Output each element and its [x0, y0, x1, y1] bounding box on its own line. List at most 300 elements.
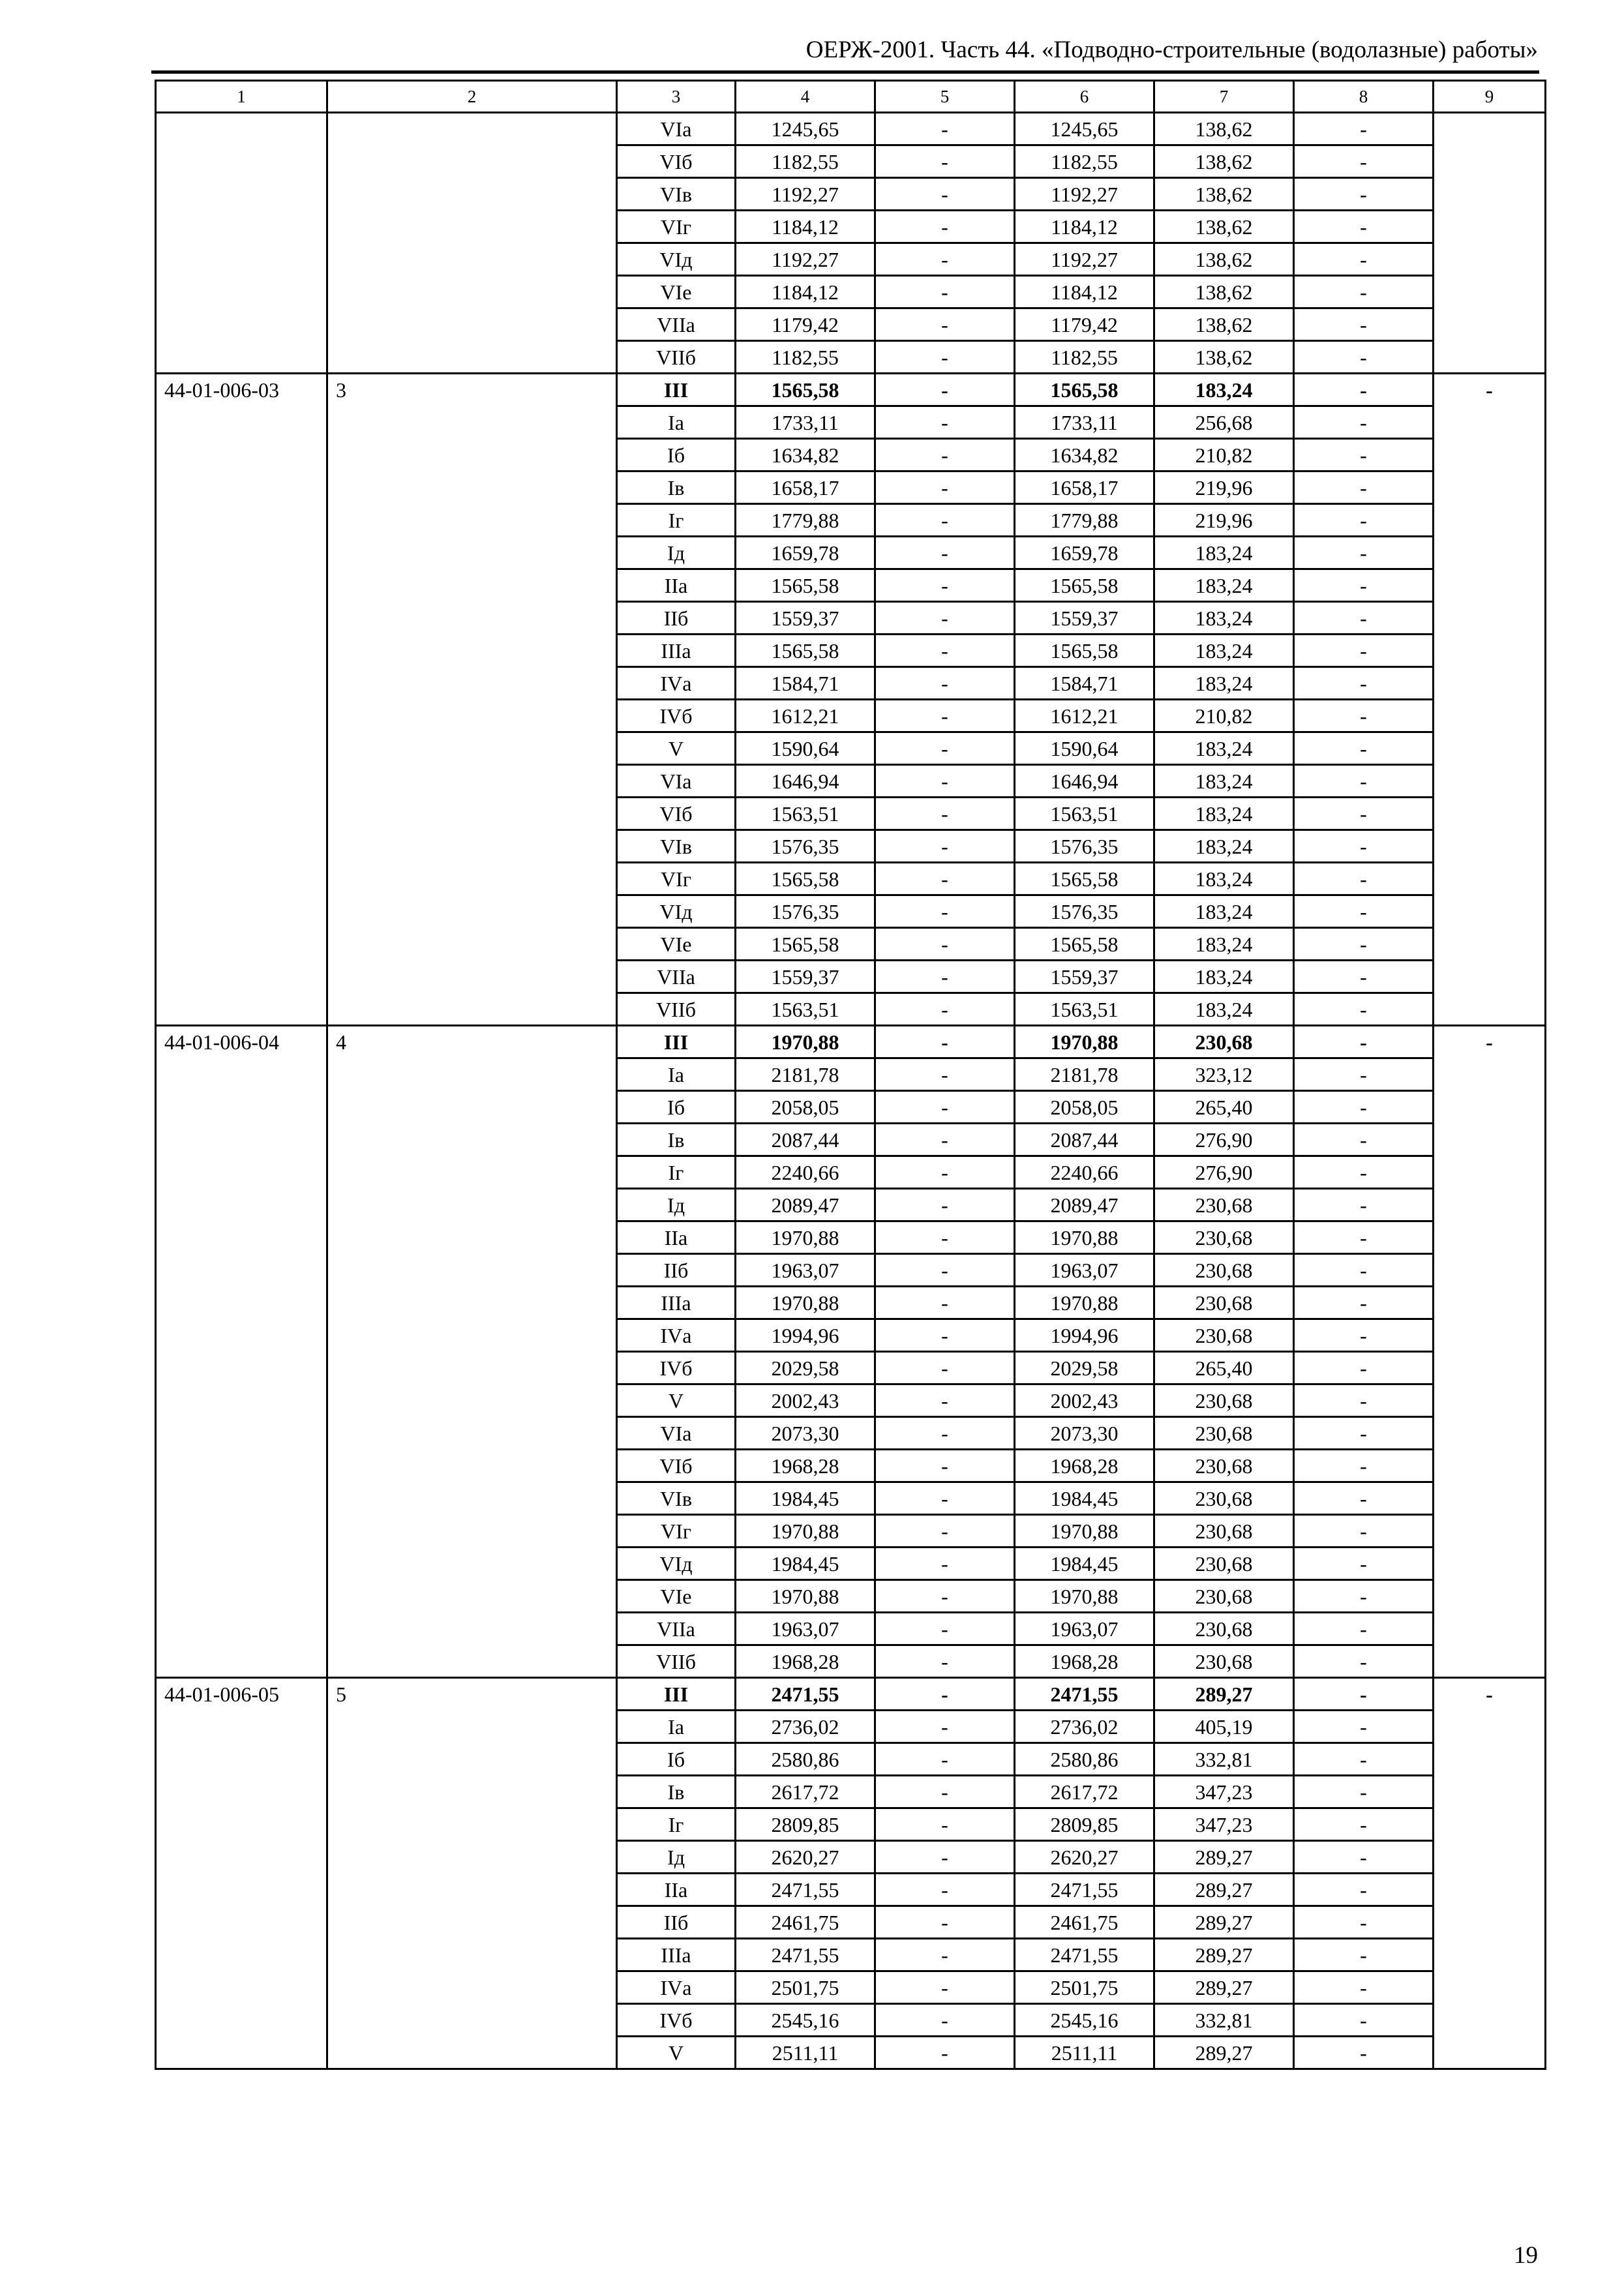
region-code-cell: III — [617, 374, 736, 406]
region-code-cell: Iа — [617, 406, 736, 439]
base-cost-cell: 2545,16 — [736, 2004, 875, 2037]
wages-cell: - — [875, 863, 1015, 895]
operator-wages-cell: 289,27 — [1154, 1906, 1294, 1939]
materials-cell: - — [1294, 1058, 1434, 1091]
wages-cell: - — [875, 1384, 1015, 1417]
machines-cell: 2471,55 — [1015, 1678, 1154, 1711]
wages-cell: - — [875, 602, 1015, 635]
rate-name-cell: 5 — [327, 1678, 617, 2069]
operator-wages-cell: 230,68 — [1154, 1613, 1294, 1645]
materials-cell: - — [1294, 504, 1434, 537]
operator-wages-cell: 276,90 — [1154, 1124, 1294, 1156]
materials-cell: - — [1294, 1417, 1434, 1450]
column-header: 4 — [736, 81, 875, 113]
region-code-cell: Iб — [617, 1091, 736, 1124]
materials-cell: - — [1294, 1874, 1434, 1906]
base-cost-cell: 1984,45 — [736, 1482, 875, 1515]
column-header: 7 — [1154, 81, 1294, 113]
region-code-cell: VIIб — [617, 1645, 736, 1678]
machines-cell: 2511,11 — [1015, 2037, 1154, 2069]
operator-wages-cell: 138,62 — [1154, 178, 1294, 211]
materials-cell: - — [1294, 863, 1434, 895]
operator-wages-cell: 183,24 — [1154, 569, 1294, 602]
base-cost-cell: 2471,55 — [736, 1939, 875, 1971]
materials-cell: - — [1294, 1450, 1434, 1482]
materials-cell: - — [1294, 1026, 1434, 1058]
machines-cell: 2240,66 — [1015, 1156, 1154, 1189]
wages-cell: - — [875, 961, 1015, 993]
materials-cell: - — [1294, 439, 1434, 471]
materials-cell: - — [1294, 1678, 1434, 1711]
equipment-cell — [1434, 113, 1546, 374]
column-header-row — [156, 81, 1546, 113]
materials-cell: - — [1294, 602, 1434, 635]
rates-table-container — [155, 80, 1546, 2070]
materials-cell: - — [1294, 1939, 1434, 1971]
wages-cell: - — [875, 1841, 1015, 1874]
region-code-cell: IIа — [617, 1874, 736, 1906]
base-cost-cell: 1584,71 — [736, 667, 875, 700]
base-cost-cell: 1182,55 — [736, 341, 875, 374]
materials-cell: - — [1294, 471, 1434, 504]
materials-cell: - — [1294, 1613, 1434, 1645]
machines-cell: 2089,47 — [1015, 1189, 1154, 1221]
equipment-cell: - — [1434, 374, 1546, 1026]
base-cost-cell: 2002,43 — [736, 1384, 875, 1417]
machines-cell: 1565,58 — [1015, 635, 1154, 667]
page-header-title: ОЕРЖ-2001. Часть 44. «Подводно-строительные (водолазные) работы» — [805, 37, 1538, 63]
machines-cell: 2545,16 — [1015, 2004, 1154, 2037]
machines-cell: 2073,30 — [1015, 1417, 1154, 1450]
region-code-cell: Iд — [617, 537, 736, 569]
operator-wages-cell: 138,62 — [1154, 211, 1294, 243]
equipment-cell: - — [1434, 1026, 1546, 1678]
machines-cell: 2181,78 — [1015, 1058, 1154, 1091]
rate-code-cell: 44-01-006-03 — [156, 374, 327, 1026]
base-cost-cell: 1184,12 — [736, 276, 875, 308]
wages-cell: - — [875, 732, 1015, 765]
machines-cell: 2620,27 — [1015, 1841, 1154, 1874]
machines-cell: 2471,55 — [1015, 1939, 1154, 1971]
operator-wages-cell: 138,62 — [1154, 113, 1294, 145]
region-code-cell: VIд — [617, 895, 736, 928]
operator-wages-cell: 230,68 — [1154, 1319, 1294, 1352]
materials-cell: - — [1294, 961, 1434, 993]
base-cost-cell: 2181,78 — [736, 1058, 875, 1091]
equipment-cell: - — [1434, 1678, 1546, 2069]
base-cost-cell: 2511,11 — [736, 2037, 875, 2069]
region-code-cell: VIд — [617, 1548, 736, 1580]
column-header: 3 — [617, 81, 736, 113]
wages-cell: - — [875, 276, 1015, 308]
materials-cell: - — [1294, 178, 1434, 211]
wages-cell: - — [875, 700, 1015, 732]
wages-cell: - — [875, 830, 1015, 863]
machines-cell: 2029,58 — [1015, 1352, 1154, 1384]
machines-cell: 2580,86 — [1015, 1743, 1154, 1776]
wages-cell: - — [875, 2037, 1015, 2069]
base-cost-cell: 1970,88 — [736, 1580, 875, 1613]
operator-wages-cell: 183,24 — [1154, 993, 1294, 1026]
operator-wages-cell: 183,24 — [1154, 765, 1294, 798]
region-code-cell: VIе — [617, 928, 736, 961]
operator-wages-cell: 230,68 — [1154, 1645, 1294, 1678]
region-code-cell: III — [617, 1678, 736, 1711]
base-cost-cell: 2501,75 — [736, 1971, 875, 2004]
materials-cell: - — [1294, 1743, 1434, 1776]
base-cost-cell: 1576,35 — [736, 830, 875, 863]
base-cost-cell: 2580,86 — [736, 1743, 875, 1776]
operator-wages-cell: 138,62 — [1154, 341, 1294, 374]
base-cost-cell: 1994,96 — [736, 1319, 875, 1352]
base-cost-cell: 1565,58 — [736, 374, 875, 406]
base-cost-cell: 1179,42 — [736, 308, 875, 341]
base-cost-cell: 1182,55 — [736, 145, 875, 178]
wages-cell: - — [875, 1352, 1015, 1384]
wages-cell: - — [875, 504, 1015, 537]
operator-wages-cell: 183,24 — [1154, 863, 1294, 895]
operator-wages-cell: 265,40 — [1154, 1091, 1294, 1124]
region-code-cell: VIд — [617, 243, 736, 276]
wages-cell: - — [875, 1548, 1015, 1580]
machines-cell: 2736,02 — [1015, 1711, 1154, 1743]
machines-cell: 1184,12 — [1015, 276, 1154, 308]
region-code-cell: IVб — [617, 1352, 736, 1384]
wages-cell: - — [875, 1156, 1015, 1189]
base-cost-cell: 1245,65 — [736, 113, 875, 145]
machines-cell: 1970,88 — [1015, 1580, 1154, 1613]
region-code-cell: Iд — [617, 1841, 736, 1874]
base-cost-cell: 2087,44 — [736, 1124, 875, 1156]
base-cost-cell: 2058,05 — [736, 1091, 875, 1124]
wages-cell: - — [875, 1906, 1015, 1939]
machines-cell: 1245,65 — [1015, 113, 1154, 145]
region-code-cell: VIа — [617, 113, 736, 145]
machines-cell: 1563,51 — [1015, 993, 1154, 1026]
table-row — [156, 374, 1546, 406]
materials-cell: - — [1294, 1254, 1434, 1287]
materials-cell: - — [1294, 1971, 1434, 2004]
wages-cell: - — [875, 243, 1015, 276]
wages-cell: - — [875, 765, 1015, 798]
operator-wages-cell: 276,90 — [1154, 1156, 1294, 1189]
wages-cell: - — [875, 635, 1015, 667]
region-code-cell: IVа — [617, 1971, 736, 2004]
machines-cell: 1565,58 — [1015, 374, 1154, 406]
operator-wages-cell: 332,81 — [1154, 1743, 1294, 1776]
operator-wages-cell: 183,24 — [1154, 961, 1294, 993]
operator-wages-cell: 230,68 — [1154, 1515, 1294, 1548]
machines-cell: 1963,07 — [1015, 1613, 1154, 1645]
machines-cell: 1968,28 — [1015, 1645, 1154, 1678]
machines-cell: 2002,43 — [1015, 1384, 1154, 1417]
region-code-cell: Iг — [617, 1156, 736, 1189]
machines-cell: 1994,96 — [1015, 1319, 1154, 1352]
region-code-cell: VIIб — [617, 993, 736, 1026]
base-cost-cell: 1634,82 — [736, 439, 875, 471]
region-code-cell: IVа — [617, 1319, 736, 1352]
operator-wages-cell: 219,96 — [1154, 504, 1294, 537]
region-code-cell: V — [617, 1384, 736, 1417]
materials-cell: - — [1294, 1841, 1434, 1874]
machines-cell: 1182,55 — [1015, 341, 1154, 374]
operator-wages-cell: 230,68 — [1154, 1580, 1294, 1613]
machines-cell: 1968,28 — [1015, 1450, 1154, 1482]
header-divider — [151, 70, 1539, 74]
base-cost-cell: 2471,55 — [736, 1678, 875, 1711]
materials-cell: - — [1294, 1287, 1434, 1319]
wages-cell: - — [875, 1482, 1015, 1515]
machines-cell: 1612,21 — [1015, 700, 1154, 732]
wages-cell: - — [875, 308, 1015, 341]
machines-cell: 1634,82 — [1015, 439, 1154, 471]
materials-cell: - — [1294, 1189, 1434, 1221]
wages-cell: - — [875, 374, 1015, 406]
machines-cell: 1970,88 — [1015, 1287, 1154, 1319]
operator-wages-cell: 332,81 — [1154, 2004, 1294, 2037]
column-header: 9 — [1434, 81, 1546, 113]
machines-cell: 1192,27 — [1015, 178, 1154, 211]
base-cost-cell: 1984,45 — [736, 1548, 875, 1580]
wages-cell: - — [875, 1776, 1015, 1808]
materials-cell: - — [1294, 569, 1434, 602]
region-code-cell: Iг — [617, 1808, 736, 1841]
operator-wages-cell: 230,68 — [1154, 1482, 1294, 1515]
wages-cell: - — [875, 1319, 1015, 1352]
rate-code-cell: 44-01-006-04 — [156, 1026, 327, 1678]
wages-cell: - — [875, 178, 1015, 211]
materials-cell: - — [1294, 537, 1434, 569]
operator-wages-cell: 138,62 — [1154, 243, 1294, 276]
wages-cell: - — [875, 667, 1015, 700]
materials-cell: - — [1294, 1091, 1434, 1124]
rate-name-cell: 4 — [327, 1026, 617, 1678]
wages-cell: - — [875, 1645, 1015, 1678]
wages-cell: - — [875, 113, 1015, 145]
materials-cell: - — [1294, 145, 1434, 178]
operator-wages-cell: 183,24 — [1154, 602, 1294, 635]
operator-wages-cell: 289,27 — [1154, 1678, 1294, 1711]
region-code-cell: VIв — [617, 178, 736, 211]
materials-cell: - — [1294, 667, 1434, 700]
wages-cell: - — [875, 1580, 1015, 1613]
materials-cell: - — [1294, 732, 1434, 765]
base-cost-cell: 1192,27 — [736, 243, 875, 276]
base-cost-cell: 1565,58 — [736, 569, 875, 602]
materials-cell: - — [1294, 1645, 1434, 1678]
materials-cell: - — [1294, 1711, 1434, 1743]
region-code-cell: IIIа — [617, 635, 736, 667]
wages-cell: - — [875, 439, 1015, 471]
operator-wages-cell: 183,24 — [1154, 374, 1294, 406]
wages-cell: - — [875, 1939, 1015, 1971]
machines-cell: 1970,88 — [1015, 1515, 1154, 1548]
base-cost-cell: 1970,88 — [736, 1221, 875, 1254]
region-code-cell: IIIа — [617, 1287, 736, 1319]
machines-cell: 2087,44 — [1015, 1124, 1154, 1156]
wages-cell: - — [875, 798, 1015, 830]
base-cost-cell: 1590,64 — [736, 732, 875, 765]
region-code-cell: Iд — [617, 1189, 736, 1221]
materials-cell: - — [1294, 276, 1434, 308]
materials-cell: - — [1294, 1319, 1434, 1352]
operator-wages-cell: 256,68 — [1154, 406, 1294, 439]
machines-cell: 1970,88 — [1015, 1026, 1154, 1058]
wages-cell: - — [875, 1058, 1015, 1091]
rates-table-body — [156, 81, 1546, 2069]
region-code-cell: Iа — [617, 1711, 736, 1743]
machines-cell: 1658,17 — [1015, 471, 1154, 504]
wages-cell: - — [875, 211, 1015, 243]
materials-cell: - — [1294, 1221, 1434, 1254]
region-code-cell: Iа — [617, 1058, 736, 1091]
machines-cell: 1565,58 — [1015, 863, 1154, 895]
wages-cell: - — [875, 1189, 1015, 1221]
operator-wages-cell: 210,82 — [1154, 439, 1294, 471]
base-cost-cell: 2461,75 — [736, 1906, 875, 1939]
table-row — [156, 113, 1546, 145]
machines-cell: 1590,64 — [1015, 732, 1154, 765]
operator-wages-cell: 230,68 — [1154, 1189, 1294, 1221]
base-cost-cell: 1733,11 — [736, 406, 875, 439]
base-cost-cell: 1565,58 — [736, 928, 875, 961]
materials-cell: - — [1294, 1515, 1434, 1548]
wages-cell: - — [875, 1091, 1015, 1124]
base-cost-cell: 1646,94 — [736, 765, 875, 798]
wages-cell: - — [875, 1221, 1015, 1254]
operator-wages-cell: 289,27 — [1154, 2037, 1294, 2069]
operator-wages-cell: 230,68 — [1154, 1221, 1294, 1254]
base-cost-cell: 2089,47 — [736, 1189, 875, 1221]
base-cost-cell: 2073,30 — [736, 1417, 875, 1450]
operator-wages-cell: 323,12 — [1154, 1058, 1294, 1091]
machines-cell: 1565,58 — [1015, 569, 1154, 602]
base-cost-cell: 2809,85 — [736, 1808, 875, 1841]
base-cost-cell: 2736,02 — [736, 1711, 875, 1743]
region-code-cell: Iв — [617, 471, 736, 504]
operator-wages-cell: 347,23 — [1154, 1808, 1294, 1841]
operator-wages-cell: 289,27 — [1154, 1841, 1294, 1874]
materials-cell: - — [1294, 243, 1434, 276]
wages-cell: - — [875, 1711, 1015, 1743]
rate-name-cell — [327, 113, 617, 374]
base-cost-cell: 2617,72 — [736, 1776, 875, 1808]
rate-code-cell — [156, 113, 327, 374]
base-cost-cell: 2620,27 — [736, 1841, 875, 1874]
base-cost-cell: 1970,88 — [736, 1026, 875, 1058]
base-cost-cell: 1563,51 — [736, 993, 875, 1026]
region-code-cell: VIе — [617, 276, 736, 308]
region-code-cell: Iб — [617, 1743, 736, 1776]
column-header: 8 — [1294, 81, 1434, 113]
wages-cell: - — [875, 1254, 1015, 1287]
operator-wages-cell: 183,24 — [1154, 667, 1294, 700]
materials-cell: - — [1294, 1906, 1434, 1939]
operator-wages-cell: 230,68 — [1154, 1384, 1294, 1417]
materials-cell: - — [1294, 341, 1434, 374]
base-cost-cell: 1968,28 — [736, 1645, 875, 1678]
wages-cell: - — [875, 1808, 1015, 1841]
materials-cell: - — [1294, 1156, 1434, 1189]
wages-cell: - — [875, 928, 1015, 961]
base-cost-cell: 1576,35 — [736, 895, 875, 928]
region-code-cell: IVб — [617, 700, 736, 732]
page-number: 19 — [1514, 2242, 1538, 2269]
region-code-cell: IIа — [617, 1221, 736, 1254]
operator-wages-cell: 230,68 — [1154, 1287, 1294, 1319]
rate-name-cell: 3 — [327, 374, 617, 1026]
region-code-cell: VIIа — [617, 1613, 736, 1645]
base-cost-cell: 1565,58 — [736, 863, 875, 895]
machines-cell: 1576,35 — [1015, 895, 1154, 928]
region-code-cell: VIг — [617, 863, 736, 895]
materials-cell: - — [1294, 406, 1434, 439]
materials-cell: - — [1294, 1808, 1434, 1841]
wages-cell: - — [875, 2004, 1015, 2037]
base-cost-cell: 1192,27 — [736, 178, 875, 211]
base-cost-cell: 2471,55 — [736, 1874, 875, 1906]
materials-cell: - — [1294, 765, 1434, 798]
machines-cell: 1563,51 — [1015, 798, 1154, 830]
materials-cell: - — [1294, 1124, 1434, 1156]
region-code-cell: V — [617, 732, 736, 765]
region-code-cell: IIб — [617, 602, 736, 635]
base-cost-cell: 1184,12 — [736, 211, 875, 243]
wages-cell: - — [875, 1450, 1015, 1482]
region-code-cell: VIIа — [617, 308, 736, 341]
machines-cell: 1565,58 — [1015, 928, 1154, 961]
region-code-cell: VIг — [617, 211, 736, 243]
wages-cell: - — [875, 1874, 1015, 1906]
machines-cell: 1970,88 — [1015, 1221, 1154, 1254]
operator-wages-cell: 289,27 — [1154, 1939, 1294, 1971]
column-header: 2 — [327, 81, 617, 113]
wages-cell: - — [875, 895, 1015, 928]
machines-cell: 2617,72 — [1015, 1776, 1154, 1808]
operator-wages-cell: 183,24 — [1154, 830, 1294, 863]
materials-cell: - — [1294, 928, 1434, 961]
rate-code-cell: 44-01-006-05 — [156, 1678, 327, 2069]
operator-wages-cell: 230,68 — [1154, 1254, 1294, 1287]
operator-wages-cell: 183,24 — [1154, 537, 1294, 569]
operator-wages-cell: 289,27 — [1154, 1874, 1294, 1906]
operator-wages-cell: 138,62 — [1154, 308, 1294, 341]
region-code-cell: VIIб — [617, 341, 736, 374]
machines-cell: 1192,27 — [1015, 243, 1154, 276]
region-code-cell: VIб — [617, 145, 736, 178]
operator-wages-cell: 183,24 — [1154, 895, 1294, 928]
materials-cell: - — [1294, 1580, 1434, 1613]
machines-cell: 2461,75 — [1015, 1906, 1154, 1939]
region-code-cell: VIIа — [617, 961, 736, 993]
operator-wages-cell: 347,23 — [1154, 1776, 1294, 1808]
wages-cell: - — [875, 569, 1015, 602]
base-cost-cell: 1963,07 — [736, 1254, 875, 1287]
operator-wages-cell: 230,68 — [1154, 1417, 1294, 1450]
materials-cell: - — [1294, 2004, 1434, 2037]
wages-cell: - — [875, 1613, 1015, 1645]
materials-cell: - — [1294, 1548, 1434, 1580]
region-code-cell: VIб — [617, 798, 736, 830]
region-code-cell: VIг — [617, 1515, 736, 1548]
machines-cell: 2501,75 — [1015, 1971, 1154, 2004]
base-cost-cell: 1559,37 — [736, 602, 875, 635]
operator-wages-cell: 138,62 — [1154, 276, 1294, 308]
operator-wages-cell: 219,96 — [1154, 471, 1294, 504]
machines-cell: 1184,12 — [1015, 211, 1154, 243]
materials-cell: - — [1294, 374, 1434, 406]
table-row — [156, 1678, 1546, 1711]
